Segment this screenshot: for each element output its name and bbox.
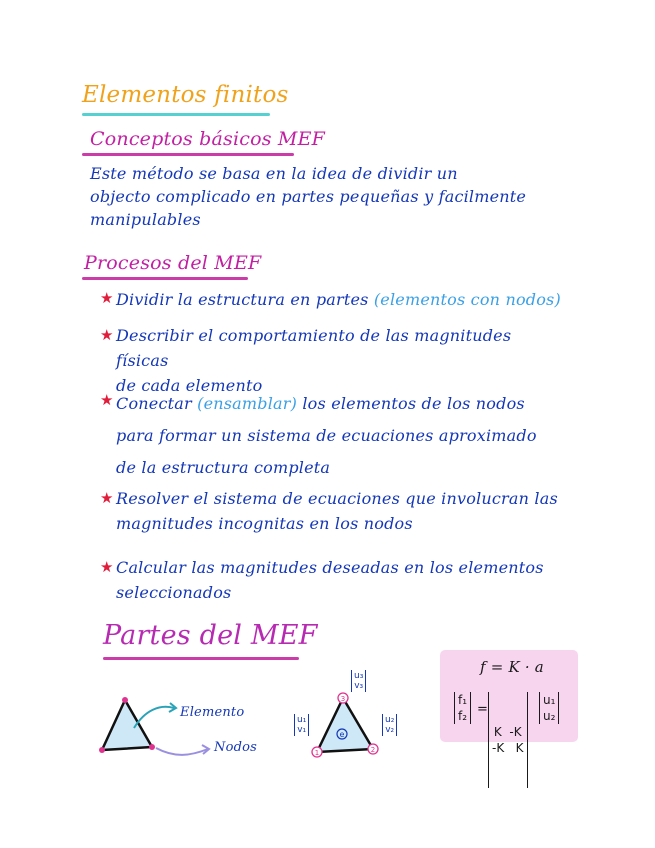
bullet-star-icon: ★ [100, 489, 114, 507]
stiffness-matrix: K -K -K K [488, 692, 528, 788]
label-nodes: Nodos [214, 740, 258, 755]
title-underline [82, 113, 270, 116]
node-dot [99, 747, 105, 753]
parts-underline [103, 657, 299, 660]
node-dot [149, 744, 155, 750]
node-number: 1 [314, 749, 320, 757]
displacement-vector: u₁ u₂ [539, 692, 559, 724]
triangle-element [317, 698, 376, 754]
node-number: 2 [370, 746, 376, 754]
equals-sign: = [477, 702, 488, 717]
list-item-text: Dividir la estructura en partes (elementos con nodos) [116, 290, 561, 309]
text-line: objecto complicado en partes pequeñas y facilmente [90, 187, 527, 206]
parts-heading: Partes del MEF [103, 620, 318, 651]
list-item-text: Describir el comportamiento de las magnitudes físicas de cada elemento [116, 326, 512, 395]
element-label: e [339, 730, 345, 739]
arrow-nodes-icon [156, 748, 208, 755]
bullet-star-icon: ★ [100, 289, 114, 307]
process-underline [82, 277, 248, 280]
bullet-star-icon: ★ [100, 558, 114, 576]
text-line: manipulables [90, 210, 201, 229]
formula-box [440, 650, 578, 755]
node-dot [122, 697, 128, 703]
force-vector: f₁ f₂ [454, 692, 471, 724]
basic-concepts-underline [82, 153, 294, 156]
bullet-star-icon: ★ [100, 391, 114, 409]
process-heading: Procesos del MEF [84, 252, 262, 274]
list-item-text: Calcular las magnitudes deseadas en los elementos seleccionados [116, 558, 544, 602]
label-element: Elemento [180, 705, 245, 720]
bullet-star-icon: ★ [100, 326, 114, 344]
basic-concepts-text [90, 162, 560, 231]
list-item-text: Resolver el sistema de ecuaciones que involucran las magnitudes incognitas en los nodos [116, 489, 558, 533]
vector-node3: u₃ v₃ [351, 670, 366, 692]
text-line: Este método se basa en la idea de dividir un [90, 164, 458, 183]
formula-equation: f = K · a [480, 658, 544, 676]
vector-node1: u₁ v₁ [294, 714, 309, 736]
basic-concepts-heading: Conceptos básicos MEF [90, 128, 326, 150]
numbered-element-diagram [305, 690, 385, 765]
vector-node2: u₂ v₂ [382, 714, 397, 736]
page-title: Elementos finitos [82, 82, 289, 108]
element-diagram [90, 690, 230, 770]
node-number: 3 [340, 695, 346, 703]
triangle-element [102, 700, 152, 750]
list-item-text: Conectar (ensamblar) los elementos de los nodos para formar un sistema de ecuaciones aproximado de la estructura completa [116, 394, 537, 477]
